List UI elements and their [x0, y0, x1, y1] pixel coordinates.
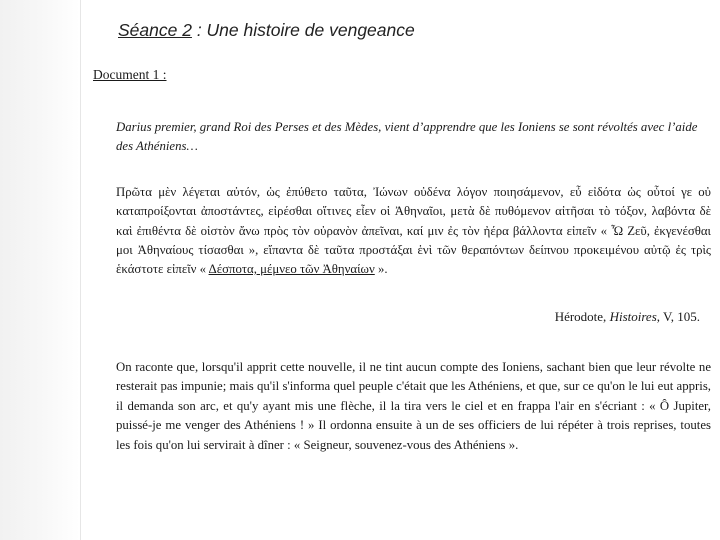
french-translation: On raconte que, lorsqu'il apprit cette nouvelle, il ne tint aucun compte des Ioniens, sachant bien que leur révolte ne resterait pas impunie; mais qu'il s'informa quel peuple c'était que les Athéniens, et que, sur ce qu'on le lui eut appris, il demanda son arc, et qu'y ayant mis une flèche, il la tira vers le ciel et en frappa l'air en s'écriant : « Ô Jupiter, puissé-je me venger des Athéniens ! » Il ordonna ensuite à un de ses officiers de lui répéter à trois reprises, toutes les fois qu'on lui servirait à dîner : « Seigneur, souvenez-vous des Athéniens ». — [116, 360, 711, 452]
source-ref: , V, 105. — [656, 309, 700, 324]
greek-quote: Δέσποτα, μέμνεο τῶν Ἀθηναίων — [208, 262, 375, 277]
greek-text — [116, 183, 711, 279]
source-citation — [555, 309, 700, 325]
source-author: Hérodote, — [554, 309, 610, 324]
left-margin-band — [0, 0, 81, 540]
title-seance: Séance 2 — [118, 20, 192, 40]
greek-end: ». — [374, 262, 388, 277]
greek-body: Πρῶτα μὲν λέγεται αὐτόν, ὡς ἐπύθετο ταῦτα, Ἰώνων οὐδένα λόγον ποιησάμενον, εὖ εἰδότα ὡς οὗτοί γε οὐ καταπροίξονται ἀποστάντες, εἰρέσθαι οἵτινες εἶεν οἱ Ἀθηναῖοι, μετὰ δὲ πυθόμενον αἰτῆσαι τὸ τόξον, λαβόντα δὲ καὶ ἐπιθέντα δὲ οἰστὸν ἄνω πρὸς τὸν οὐρανὸν ἀπεῖναι, καί μιν ἐς τὸν ἠέρα βάλλοντα εἰπεῖν « Ὦ Ζεῦ, ἐκγενέσθαι μοι Ἀθηναίους τίσασθαι », εἴπαντα δὲ ταῦτα προστάξαι ἑνὶ τῶν θεραπόντων δείπνου προκειμένου αὐτῷ ἐς τρὶς ἑκάστοτε εἰπεῖν « — [116, 185, 711, 277]
source-work: Histoires — [609, 309, 657, 324]
title-subject: : Une histoire de vengeance — [191, 20, 415, 40]
page-title — [118, 20, 415, 41]
intro-paragraph: Darius premier, grand Roi des Perses et des Mèdes, vient d’apprendre que les Ioniens se sont révoltés avec l’aide des Athéniens… — [116, 120, 698, 153]
document-label: Document 1 : — [93, 67, 167, 82]
